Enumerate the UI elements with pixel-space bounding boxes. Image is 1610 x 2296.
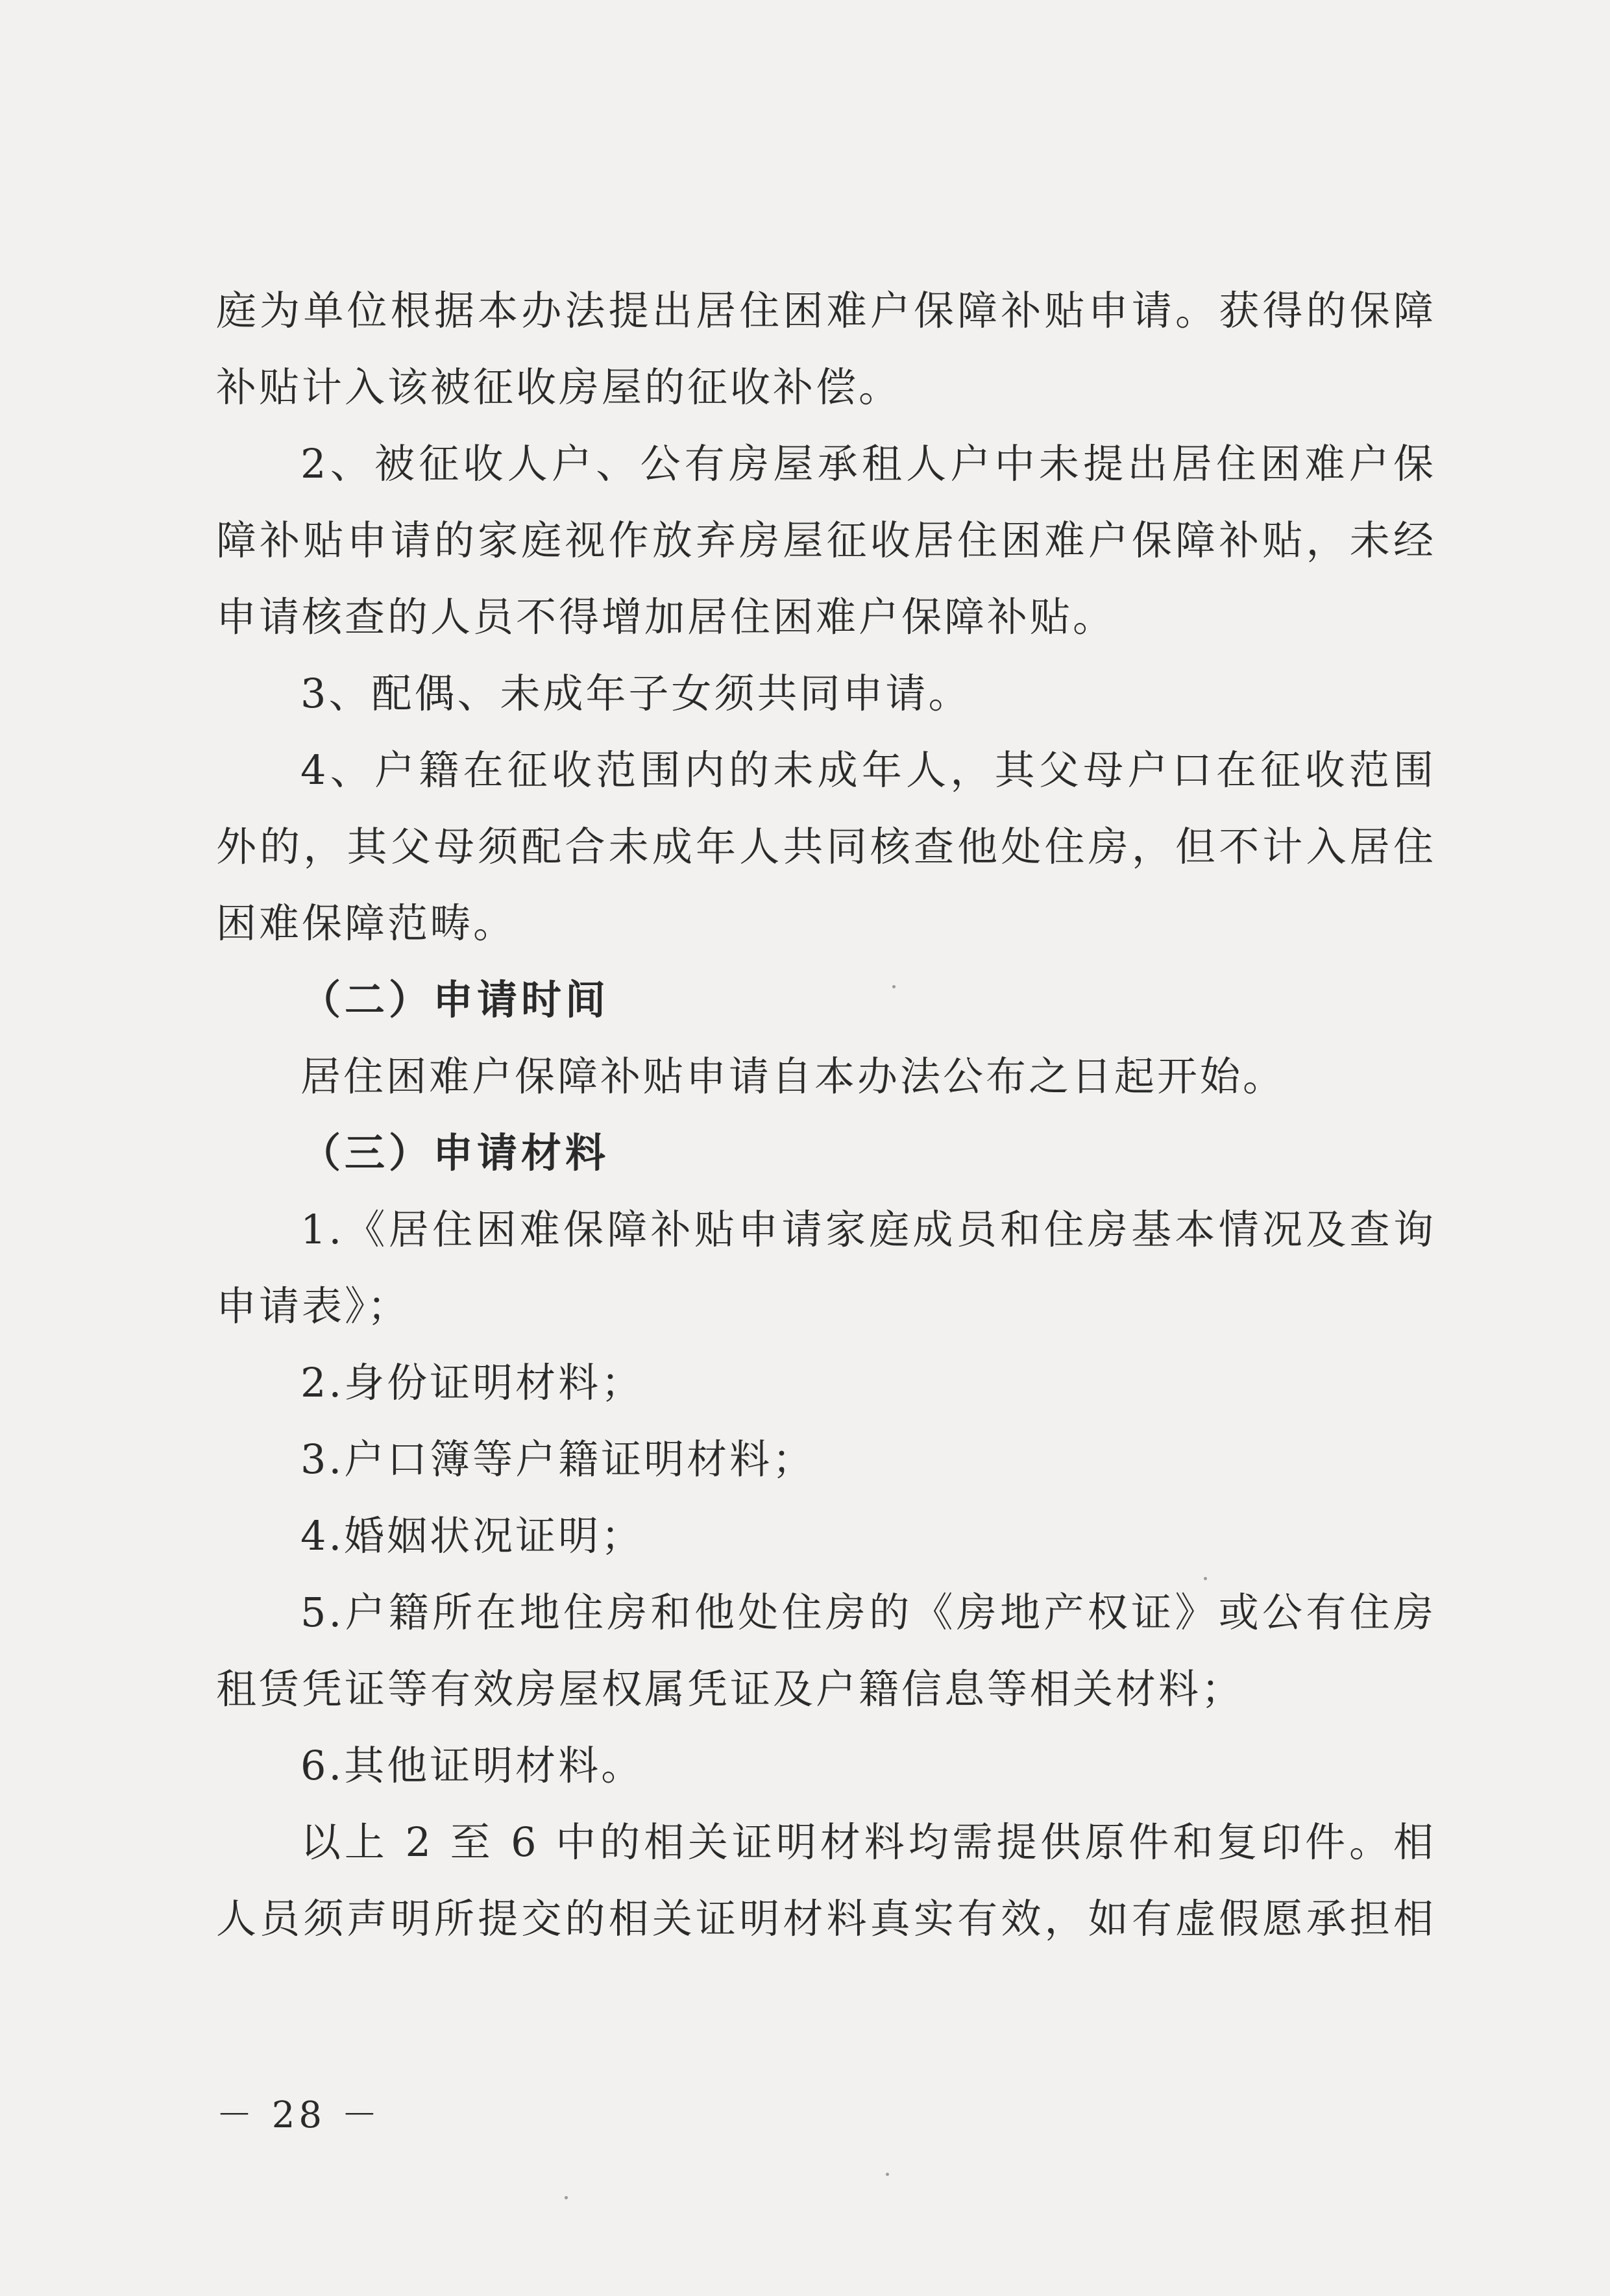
list-item-line: 2.身份证明材料； <box>300 1359 644 1406</box>
paragraph-line: 居住困难户保障补贴申请自本办法公布之日起开始。 <box>300 1053 1286 1100</box>
paragraph-line: 以上 2 至 6 中的相关证明材料均需提供原件和复印件。相 <box>300 1818 1436 1866</box>
scan-speck <box>886 2173 889 2176</box>
paragraph-line: 障补贴申请的家庭视作放弃房屋征收居住困难户保障补贴，未经 <box>216 517 1436 564</box>
paragraph-line: 困难保障范畴。 <box>216 899 517 947</box>
scan-speck <box>892 985 896 988</box>
paragraph-line: 4、户籍在征收范围内的未成年人，其父母户口在征收范围 <box>300 746 1436 794</box>
paragraph-line: 3、配偶、未成年子女须共同申请。 <box>300 670 971 717</box>
paragraph-line: 外的，其父母须配合未成年人共同核查他处住房，但不计入居住 <box>216 823 1436 870</box>
paragraph-line: 庭为单位根据本办法提出居住困难户保障补贴申请。获得的保障 <box>216 287 1436 334</box>
list-item-line: 1.《居住困难保障补贴申请家庭成员和住房基本情况及查询 <box>300 1206 1436 1253</box>
list-item-line: 5.户籍所在地住房和他处住房的《房地产权证》或公有住房 <box>300 1589 1436 1636</box>
paragraph-line: 申请核查的人员不得增加居住困难户保障补贴。 <box>216 593 1116 641</box>
document-body <box>216 273 1436 1957</box>
list-item-line: 6.其他证明材料。 <box>300 1742 644 1789</box>
scan-speck <box>1204 1577 1207 1580</box>
list-item-line: 租赁凭证等有效房屋权属凭证及户籍信息等相关材料； <box>216 1665 1245 1713</box>
section-heading: （三）申请材料 <box>300 1129 610 1177</box>
paragraph-line: 人员须声明所提交的相关证明材料真实有效，如有虚假愿承担相 <box>216 1895 1436 1942</box>
list-item-line: 3.户口簿等户籍证明材料； <box>300 1435 816 1483</box>
page-number: － 28 － <box>216 2094 382 2136</box>
paragraph-line: 补贴计入该被征收房屋的征收补偿。 <box>216 363 902 411</box>
section-heading: （二）申请时间 <box>300 976 610 1023</box>
list-item-line: 4.婚姻状况证明； <box>300 1512 644 1559</box>
scan-speck <box>565 2196 568 2199</box>
paragraph-line: 2、被征收人户、公有房屋承租人户中未提出居住困难户保 <box>300 440 1436 487</box>
list-item-line: 申请表》； <box>216 1282 411 1330</box>
